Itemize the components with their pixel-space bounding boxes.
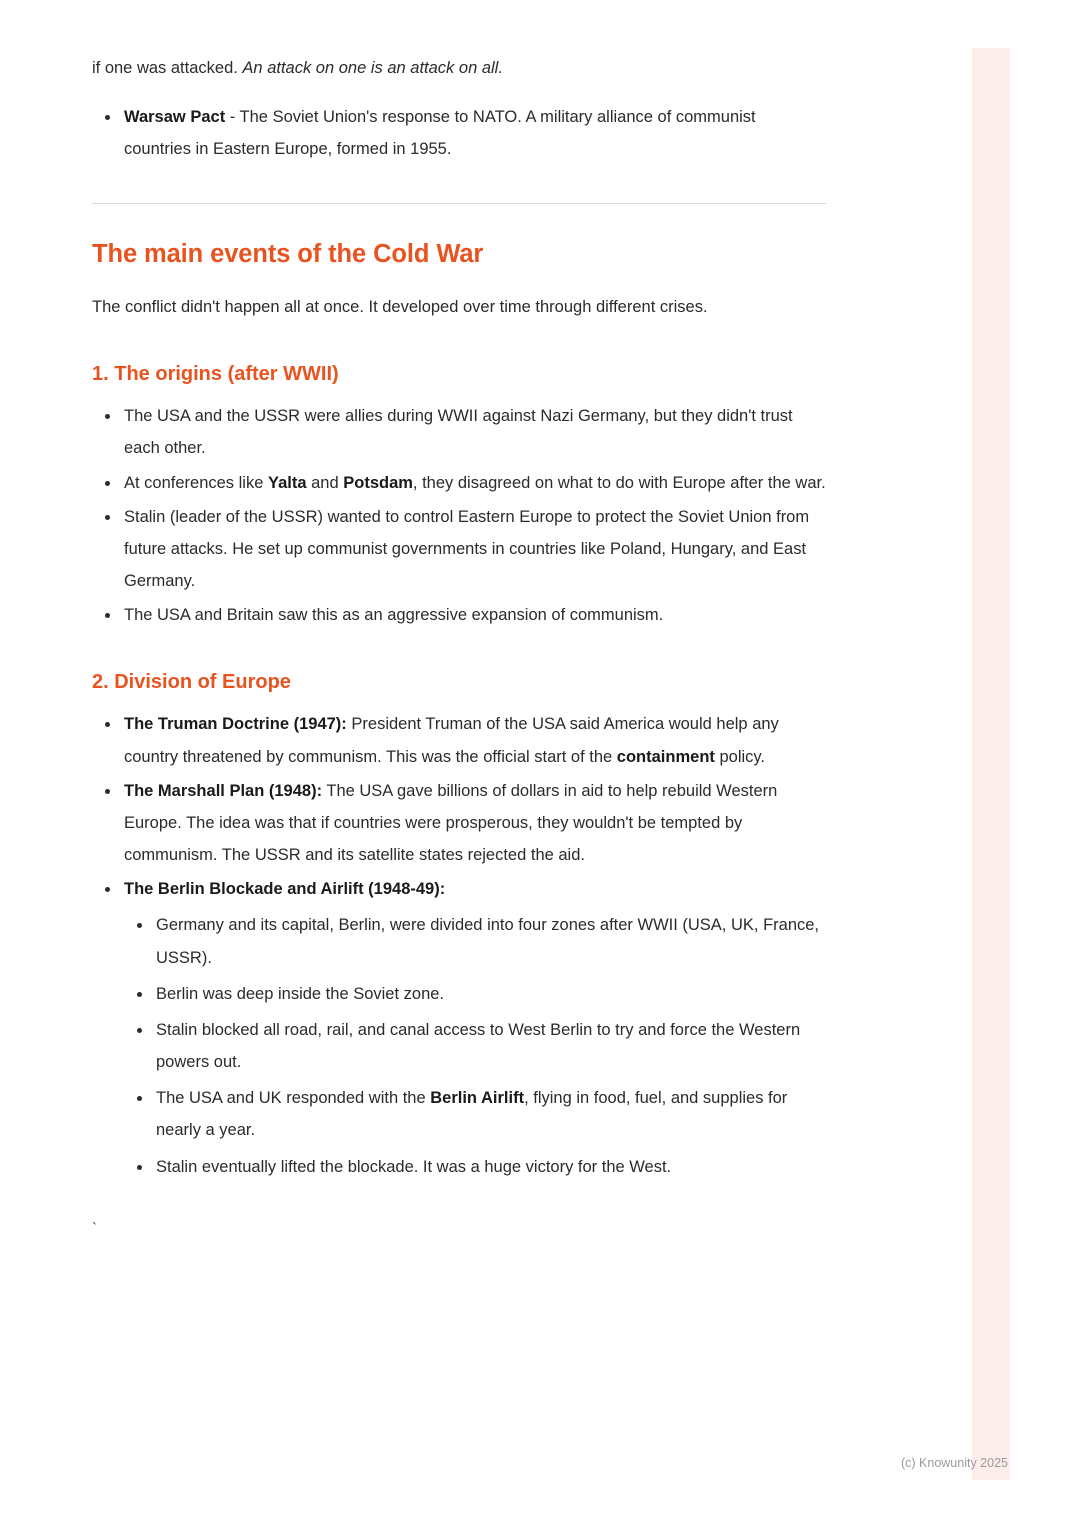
origins-bullet-list [92, 400, 826, 631]
sub-bullet-body: The USA and UK responded with the Berlin Airlift, flying in food, fuel, and supplies for nearly a year. [156, 1089, 788, 1140]
list-item [92, 501, 826, 598]
bullet-body: Stalin (leader of the USSR) wanted to control Eastern Europe to protect the Soviet Union from future attacks. He set up communist governments in countries like Poland, Hungary, and East Germany. [124, 507, 810, 591]
list-item [92, 708, 826, 772]
section-divider [92, 203, 826, 204]
list-item [92, 467, 826, 499]
list-item [92, 101, 826, 165]
subsection-title-origins: 1. The origins (after WWII) [92, 363, 339, 386]
list-item [92, 873, 826, 1183]
copyright-footer: (c) Knowunity 2025 [900, 1456, 1008, 1470]
continued-paragraph-plain: if one was attacked. [92, 59, 243, 77]
list-item [124, 1082, 826, 1146]
bullet-body: The Berlin Blockade and Airlift (1948-49): [124, 880, 446, 899]
list-item [124, 1151, 826, 1183]
bullet-body: At conferences like Yalta and Potsdam, they disagreed on what to do with Europe after the war. [124, 473, 826, 492]
list-item [124, 909, 826, 973]
list-item [92, 775, 826, 872]
section-intro: The conflict didn't happen all at once. It developed over time through different crises. [92, 298, 708, 317]
sub-bullet-body: Berlin was deep inside the Soviet zone. [156, 984, 445, 1003]
bullet-body: The USA and the USSR were allies during WWII against Nazi Germany, but they didn't trust each other. [124, 407, 793, 458]
division-bullet-list [92, 708, 826, 1182]
berlin-sub-bullet-list [124, 909, 826, 1182]
list-item [124, 978, 826, 1010]
continued-paragraph [92, 52, 826, 84]
decorative-side-band [972, 48, 1010, 1480]
sub-bullet-body: Stalin eventually lifted the blockade. It was a huge victory for the West. [156, 1157, 672, 1176]
list-item [92, 599, 826, 631]
bullet-body: The USA and Britain saw this as an aggressive expansion of communism. [124, 606, 664, 625]
sub-bullet-body: Stalin blocked all road, rail, and canal access to West Berlin to try and force the Western powers out. [156, 1020, 801, 1072]
sub-bullet-body: Germany and its capital, Berlin, were divided into four zones after WWII (USA, UK, France, USSR). [156, 916, 820, 967]
document-page [92, 0, 826, 1236]
list-item [124, 1014, 826, 1078]
subsection-title-division: 2. Division of Europe [92, 671, 291, 694]
bullet-body: - The Soviet Union's response to NATO. A military alliance of communist countries in Eastern Europe, formed in 1955. [124, 107, 756, 158]
bullet-body: The Marshall Plan (1948): The USA gave billions of dollars in aid to help rebuild Western Europe. The idea was that if countries were prosperous, they wouldn't be tempted by communism. The USSR and its satellite states rejected the aid. [124, 781, 778, 865]
bullet-body: The Truman Doctrine (1947): President Truman of the USA said America would help any country threatened by communism. This was the official start of the containment policy. [124, 715, 779, 766]
bullet-lead-term: Warsaw Pact [124, 107, 226, 126]
list-item [92, 400, 826, 464]
continued-paragraph-italic: An attack on one is an attack on all. [242, 59, 503, 77]
page-title: The main events of the Cold War [92, 240, 484, 269]
top-bullet-list [92, 101, 826, 165]
trailing-mark: ` [92, 1219, 97, 1237]
